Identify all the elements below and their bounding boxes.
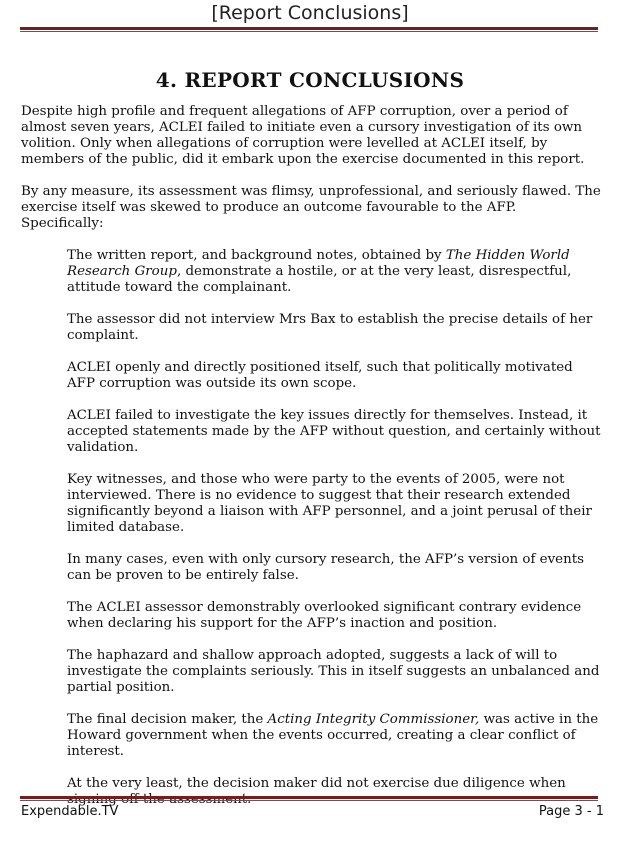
intro-paragraph: Despite high profile and frequent allegations of AFP corruption, over a period of almost seven years, ACLEI failed to initiate even a cursory investigation of its own volition. Only when allegations of corruption were levelled at ACLEI itself, by members of the public, did it embark upon the exercise documented in this report.	[21, 104, 585, 167]
footer-site: Expendable.TV	[21, 804, 119, 819]
conclusion-text: , demonstrate a hostile, or at the very least, disrespectful, attitude toward the complainant.	[67, 264, 572, 295]
footer-rule	[20, 796, 598, 799]
header-rule	[20, 27, 598, 30]
conclusion-item: The assessor did not interview Mrs Bax to establish the precise details of her complaint.	[67, 312, 593, 343]
conclusion-list	[21, 248, 603, 808]
conclusion-item: ACLEI openly and directly positioned itself, such that politically motivated AFP corruption was outside its own scope.	[67, 360, 573, 391]
conclusion-item	[67, 712, 603, 760]
conclusion-item: The haphazard and shallow approach adopted, suggests a lack of will to investigate the complaints seriously. This in itself suggests an unbalanced and partial position.	[67, 648, 600, 695]
source-name: The Hidden World Research Group	[67, 248, 570, 279]
conclusion-item: The ACLEI assessor demonstrably overlooked significant contrary evidence when declaring his support for the AFP’s inaction and position.	[67, 600, 582, 631]
page-number: Page 3 - 1	[538, 804, 604, 819]
conclusion-text: The written report, and background notes, obtained by	[67, 248, 446, 263]
intro-paragraph: By any measure, its assessment was flimsy, unprofessional, and seriously flawed. The exercise itself was skewed to produce an outcome favourable to the AFP. Specifically:	[21, 184, 601, 231]
role-title: Acting Integrity Commissioner,	[267, 712, 480, 727]
conclusion-text: was active in the Howard government when the events occurred, creating a clear conflict of interest.	[67, 712, 599, 759]
conclusion-item	[67, 248, 603, 296]
conclusion-item: At the very least, the decision maker did not exercise due diligence when	[67, 776, 566, 791]
page-title: 4. REPORT CONCLUSIONS	[155, 68, 465, 92]
conclusion-item: In many cases, even with only cursory research, the AFP’s version of events can be proven to be entirely false.	[67, 552, 584, 583]
conclusion-item: ACLEI failed to investigate the key issues directly for themselves. Instead, it accepted statements made by the AFP without question, and certainly without validation.	[67, 408, 601, 455]
report-body	[21, 104, 603, 824]
header-rule-thin	[20, 31, 598, 32]
footer-rule-thin	[20, 800, 598, 801]
conclusion-text: The final decision maker, the	[67, 712, 268, 727]
running-header-title: [Report Conclusions]	[211, 2, 409, 24]
conclusion-item: Key witnesses, and those who were party to the events of 2005, were not interviewed. There is no evidence to suggest that their research extended significantly beyond a liaison with AFP personnel, and a joint perusal of their limited database.	[67, 472, 592, 535]
